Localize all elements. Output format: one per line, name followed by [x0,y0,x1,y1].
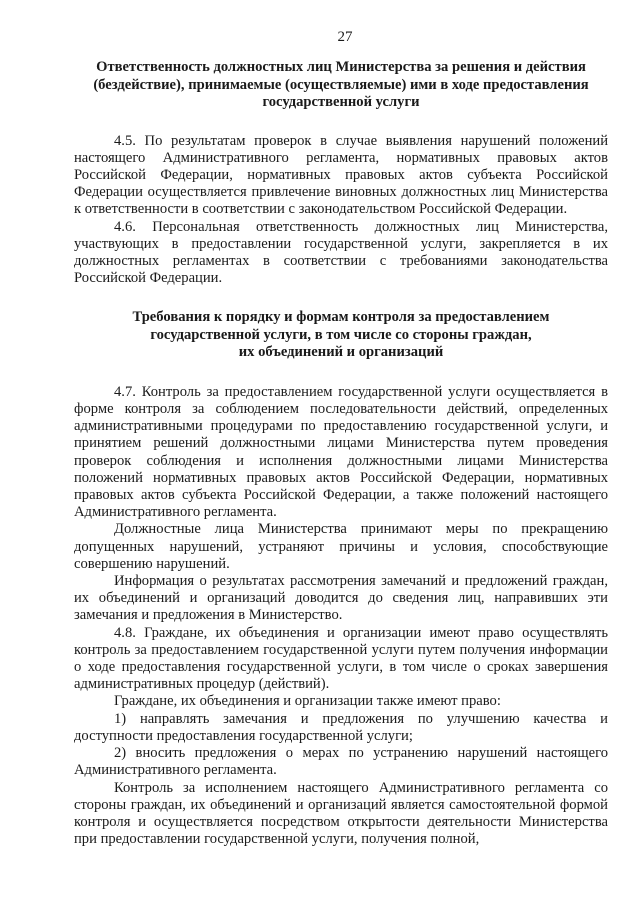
heading-line: государственной услуги, в том числе со стороны граждан, [150,326,532,343]
heading-line: (бездействие), принимаемые (осуществляемые) ими в ходе предоставления [93,76,589,93]
heading-line: государственной услуги [262,94,420,110]
paragraph-public-control: Контроль за исполнением настоящего Административного регламента со стороны граждан, их объединений и организаций является самостоятельной формой контроля и осуществляется посредством открытости деятельности Министерства при предоставлении государственной услуги, получения полной, [74,779,608,848]
list-item-1: 1) направлять замечания и предложения по улучшению качества и доступности предоставления государственной услуги; [74,710,608,744]
paragraph-review-results: Информация о результатах рассмотрения замечаний и предложений граждан, их объединений и организаций доводится до сведения лиц, направивших эти замечания и предложения в Министерство. [74,573,608,624]
heading-line: их объединений и организаций [238,344,444,361]
heading-line: Ответственность должностных лиц Министерства за решения и действия [96,59,586,75]
paragraph-4-7: 4.7. Контроль за предоставлением государственной услуги осуществляется в форме контроля за соблюдением последовательности действий, определенных административными процедурами по предоставлению государственной услуги, и принятием решений должностными лицами Министерства путем проведения проверок соблюдения и исполнения должностными лицами Министерства положений нормативных правовых актов Российской Федерации, нормативных правовых актов субъекта Российской Федерации, а также положений настоящего Административного регламента. [74,383,608,521]
paragraph-officials-measures: Должностные лица Министерства принимают меры по прекращению допущенных нарушений, устраняют причины и условия, способствующие совершению нарушений. [74,521,608,572]
paragraph-citizens-rights: Граждане, их объединения и организации также имеют право: [114,693,501,710]
page-number: 27 [337,29,353,45]
paragraph-4-5: 4.5. По результатам проверок в случае выявления нарушений положений настоящего Административного регламента, нормативных правовых актов Российской Федерации, нормативных правовых актов субъекта Российской Федерации осуществляется привлечение виновных должностных лиц Министерства к ответственности в соответствии с законодательством Российской Федерации. [74,132,608,218]
list-item-2: 2) вносить предложения о мерах по устранению нарушений настоящего Административного регламента. [74,745,608,779]
paragraph-4-6: 4.6. Персональная ответственность должностных лиц Министерства, участвующих в предоставлении государственной услуги, закрепляется в их должностных регламентах в соответствии с требованиями законодательства Российской Федерации. [74,218,608,287]
paragraph-4-8: 4.8. Граждане, их объединения и организации имеют право осуществлять контроль за предоставлением государственной услуги путем получения информации о ходе предоставления государственной услуги, в том числе о сроках завершения административных процедур (действий). [74,624,608,693]
section-heading-control-requirements [74,309,608,362]
section-heading-responsibility [74,59,608,112]
heading-line: Требования к порядку и формам контроля за предоставлением [132,309,550,326]
